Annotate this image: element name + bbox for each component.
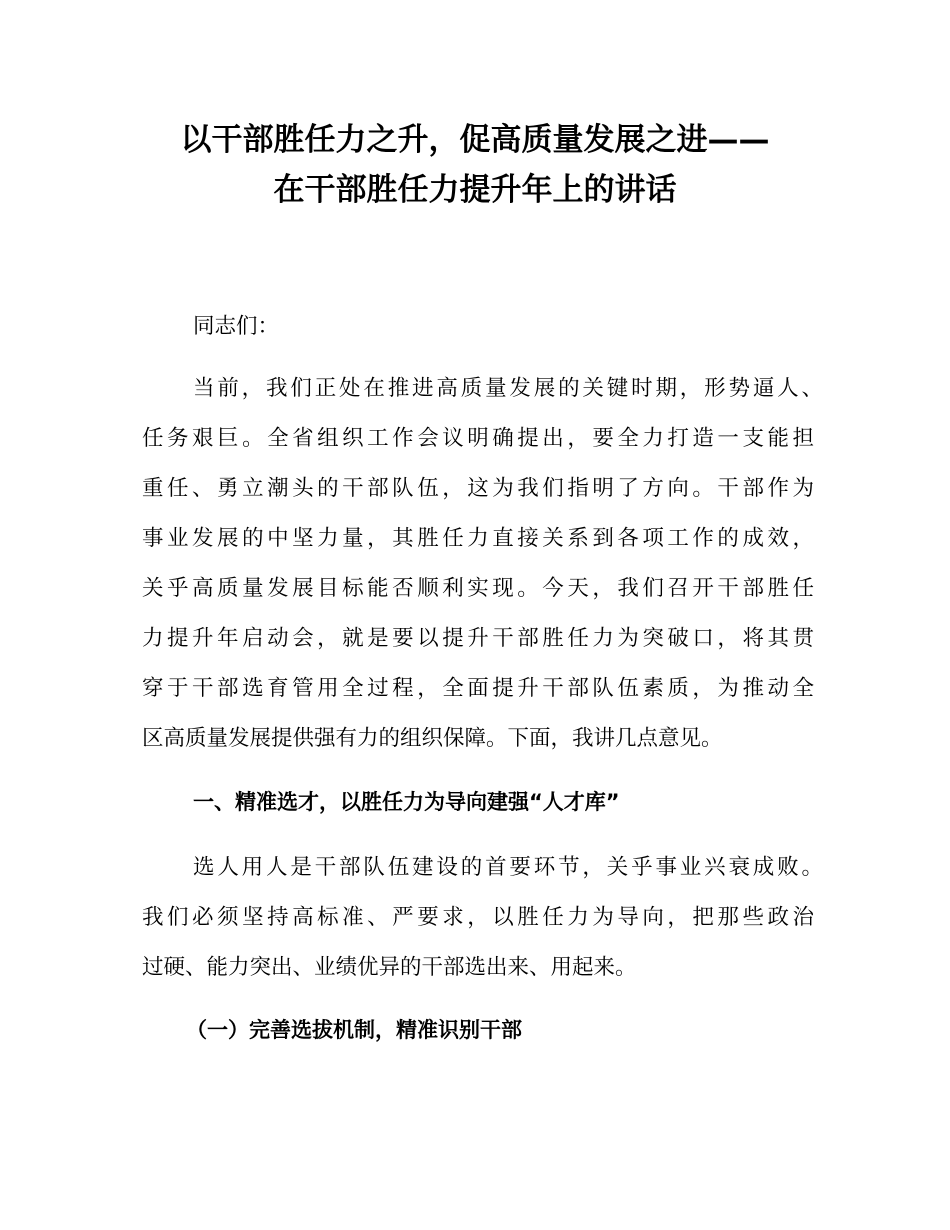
paragraph-line: 事业发展的中坚力量，其胜任力直接关系到各项工作的成效， xyxy=(142,526,814,551)
paragraph-line: 关乎高质量发展目标能否顺利实现。今天，我们召开干部胜任 xyxy=(142,576,814,601)
paragraph-line: 过硬、能力突出、业绩优异的干部选出来、用起来。 xyxy=(142,955,637,980)
subsection-heading: （一）完善选拔机制，精准识别干部 xyxy=(186,1018,522,1042)
paragraph-line: 我们必须坚持高标准、严要求，以胜任力为导向，把那些政治 xyxy=(142,905,814,930)
document-title-line-1: 以干部胜任力之升，促高质量发展之进—— xyxy=(180,122,770,158)
section-heading: 一、精准选才，以胜任力为导向建强“人才库” xyxy=(193,790,620,814)
paragraph-line: 重任、勇立潮头的干部队伍，这为我们指明了方向。干部作为 xyxy=(142,476,814,501)
paragraph-line: 当前，我们正处在推进高质量发展的关键时期，形势逼人、 xyxy=(193,376,823,401)
document-title-line-2: 在干部胜任力提升年上的讲话 xyxy=(273,172,677,208)
paragraph-line: 区高质量发展提供强有力的组织保障。下面，我讲几点意见。 xyxy=(142,726,723,751)
paragraph-line: 穿于干部选育管用全过程，全面提升干部队伍素质，为推动全 xyxy=(142,676,814,701)
salutation: 同志们： xyxy=(193,314,280,339)
paragraph-line: 力提升年启动会，就是要以提升干部胜任力为突破口，将其贯 xyxy=(142,626,814,651)
paragraph-line: 选人用人是干部队伍建设的首要环节，关乎事业兴衰成败。 xyxy=(193,855,823,880)
paragraph-line: 任务艰巨。全省组织工作会议明确提出，要全力打造一支能担 xyxy=(142,426,814,451)
